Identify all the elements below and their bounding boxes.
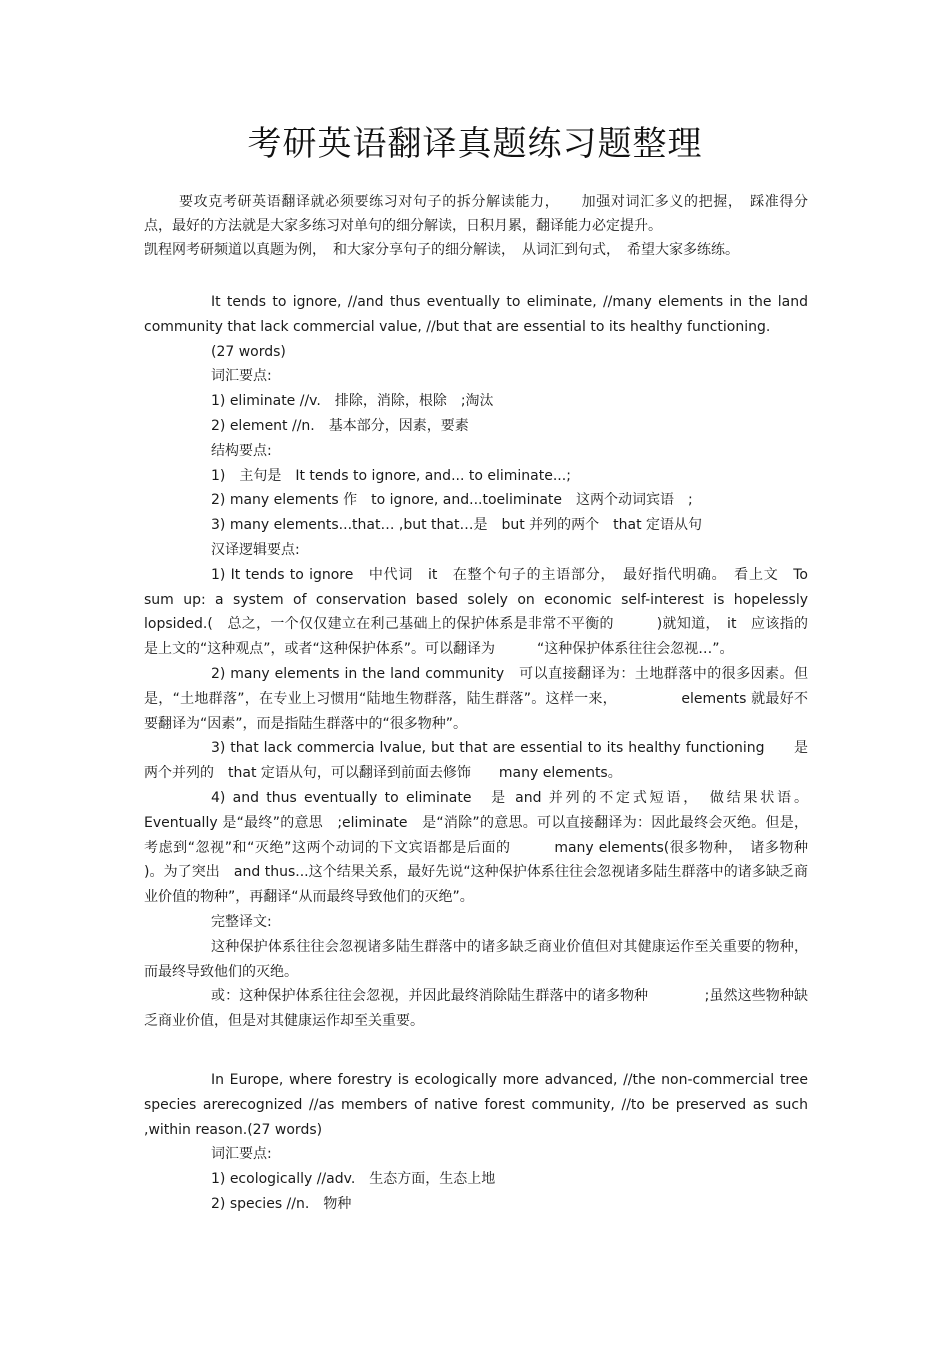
vocab-item: 1) eliminate //v. 排除，消除，根除 ;淘汰 [211,393,494,410]
translation-text: 或：这种保护体系往往会忽视，并因此最终消除陆生群落中的诸多物种 ;虽然这些物种缺乏商业价值，但是对其健康运作却至关重要。 [144,988,808,1030]
vocab-heading: 词汇要点: [211,368,272,385]
exercise-content [144,290,808,1217]
intro-paragraph: 凯程网考研频道以真题为例， 和大家分享句子的细分解读， 从词汇到句式， 希望大家多练练。 [144,242,739,258]
logic-item: 4) and thus eventually to eliminate 是 and 并列的不定式短语， 做结果状语。 Eventually 是“最终”的意思 ;eliminate 是“消除”的意思。可以直接翻译为：因此最终会灭绝。但是，考虑到“忽视”和“灭绝”这两个动词的下文宾语都是后面的 many elements(很多物种， 诸多物种 )。为了突出 and thus...这个结果关系，最好先说“这种保护体系往往会忽视诸多陆生群落中的诸多缺乏商业价值的物种”，再翻译“从而最终导致他们的灭绝”。 [144,789,808,906]
intro-block [144,190,808,262]
vocab-item: 2) element //n. 基本部分，因素，要素 [211,417,469,434]
structure-item: 1) 主句是 It tends to ignore, and... to eliminate...; [211,467,571,484]
vocab-item: 2) species //n. 物种 [211,1195,352,1212]
logic-heading: 汉译逻辑要点: [211,541,300,558]
example-1-word-count: (27 words) [211,343,286,360]
section-gap [144,1034,808,1068]
vocab-heading: 词汇要点: [211,1146,272,1163]
structure-item: 3) many elements...that… ,but that…是 but 并列的两个 that 定语从句 [211,517,703,534]
translation-text: 这种保护体系往往会忽视诸多陆生群落中的诸多缺乏商业价值但对其健康运作至关重要的物种，而最终导致他们的灭绝。 [144,938,808,980]
translation-heading: 完整译文: [211,913,272,930]
structure-item: 2) many elements 作 to ignore, and...toeliminate 这两个动词宾语 ; [211,492,693,509]
structure-heading: 结构要点: [211,442,272,459]
logic-item: 3) that lack commercia lvalue, but that are essential to its healthy functioning 是两个并列的 that 定语从句，可以翻译到前面去修饰 many elements。 [144,740,808,782]
intro-paragraph: 要攻克考研英语翻译就必须要练习对句子的拆分解读能力， 加强对词汇多义的把握， 踩准得分点，最好的方法就是大家多练习对单句的细分解读，日积月累，翻译能力必定提升。 [144,194,808,234]
logic-item: 1) It tends to ignore 中代词 it 在整个句子的主语部分， 最好指代明确。 看上文 To sum up: a system of conservation based solely on economic self-interest is hopelessly lopsided.( 总之，一个仅仅建立在利己基础上的保护体系是非常不平衡的 )就知道， it 应该指的是上文的“这种观点”，或者“这种保护体系”。可以翻译为 “这种保护体系往往会忽视…”。 [144,566,808,658]
vocab-item: 1) ecologically //adv. 生态方面，生态上地 [211,1171,496,1188]
example-2-sentence: In Europe, where forestry is ecologically more advanced, //the non-commercial tree species arerecognized //as members of native forest community, //to be preserved as such ,within reason.(27 words) [144,1071,808,1138]
example-1-sentence: It tends to ignore, //and thus eventually to eliminate, //many elements in the land community that lack commercial value, //but that are essential to its healthy functioning. [144,294,808,335]
logic-item: 2) many elements in the land community 可以直接翻译为：土地群落中的很多因素。但是，“土地群落”，在专业上习惯用“陆地生物群落，陆生群落”。这样一来， elements 就最好不要翻译为“因素”，而是指陆生群落中的“很多物种”。 [144,665,808,732]
page-title: 考研英语翻译真题练习题整理 [247,124,703,164]
